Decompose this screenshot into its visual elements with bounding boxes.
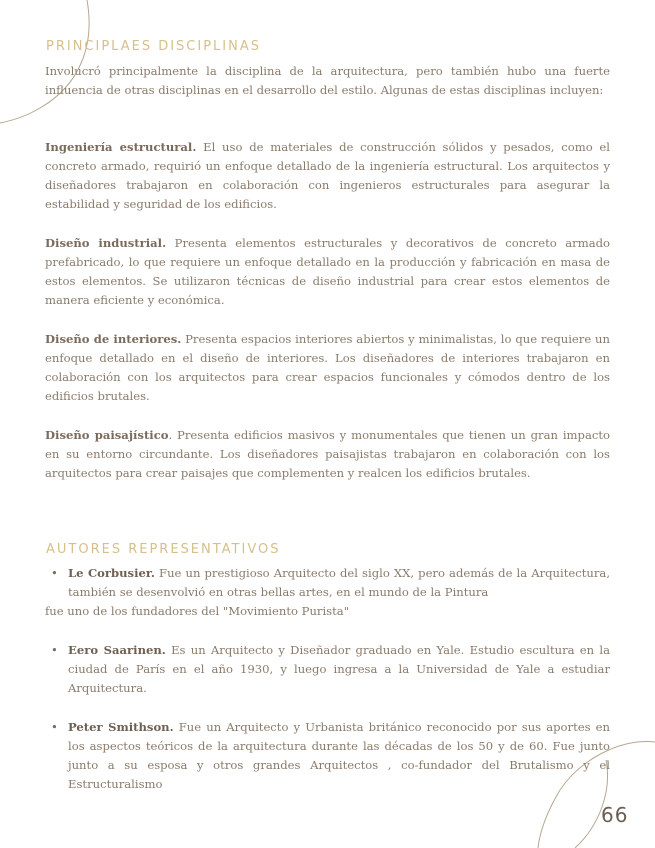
- discipline-paragraph: [45, 330, 610, 406]
- discipline-term: Diseño paisajístico: [45, 428, 169, 442]
- discipline-paragraph: [45, 426, 610, 483]
- author-text-tail: fue uno de los fundadores del "Movimiento Purista": [45, 604, 350, 618]
- author-list-item: [45, 564, 610, 621]
- intro-paragraph: Involucró principalmente la disciplina de la arquitectura, pero también hubo una fuerte influencia de otras disciplinas en el desarrollo del estilo. Algunas de estas disciplinas incluyen:: [45, 64, 610, 97]
- discipline-text: . Presenta edificios masivos y monumentales que tienen un gran impacto en su entorno circundante. Los diseñadores paisajistas trabajaron en colaboración con los arquitectos para crear paisajes que complementen y realcen los edificios brutales.: [45, 428, 610, 480]
- author-name: Peter Smithson.: [68, 720, 174, 734]
- section-heading-disciplinas: PRINCIPLAES DISCIPLINAS: [46, 39, 262, 54]
- discipline-term: Ingeniería estructural.: [45, 140, 197, 154]
- author-name: Eero Saarinen.: [68, 643, 166, 657]
- bullet-icon: •: [51, 720, 58, 734]
- discipline-text: El uso de materiales de construcción sólidos y pesados, como el concreto armado, requirió un enfoque detallado de la ingeniería estructural. Los arquitectos y diseñadores trabajaron en colaboración con ingenieros estructurales para asegurar la estabilidad y seguridad de los edificios.: [45, 140, 610, 211]
- author-text: Es un Arquitecto y Diseñador graduado en Yale. Estudio escultura en la ciudad de París en el año 1930, y luego ingresa a la Universidad de Yale a estudiar Arquitectura.: [68, 643, 610, 695]
- author-list-item: [45, 641, 610, 698]
- author-list-item: [45, 718, 610, 794]
- discipline-term: Diseño industrial.: [45, 236, 167, 250]
- discipline-paragraph: [45, 234, 610, 310]
- author-text: Fue un Arquitecto y Urbanista británico reconocido por sus aportes en los aspectos teóricos de la arquitectura durante las décadas de los 50 y de 60. Fue junto junto a su esposa y otros grandes Arquitectos , co-fundador del Brutalismo y el Estructuralismo: [68, 720, 610, 791]
- page-number: 66: [601, 803, 629, 827]
- section-heading-autores: AUTORES REPRESENTATIVOS: [46, 542, 281, 557]
- bullet-icon: •: [51, 643, 58, 657]
- bullet-icon: •: [51, 566, 58, 580]
- discipline-text: Presenta espacios interiores abiertos y minimalistas, lo que requiere un enfoque detallado en el diseño de interiores. Los diseñadores de interiores trabajaron en colaboración con los arquitectos para crear espacios funcionales y cómodos dentro de los edificios brutales.: [45, 332, 610, 403]
- discipline-term: Diseño de interiores.: [45, 332, 182, 346]
- discipline-paragraph: [45, 138, 610, 214]
- author-text: Fue un prestigioso Arquitecto del siglo XX, pero además de la Arquitectura, también se desenvolvió en otras bellas artes, en el mundo de la Pintura: [68, 566, 610, 599]
- author-name: Le Corbusier.: [68, 566, 155, 580]
- discipline-text: Presenta elementos estructurales y decorativos de concreto armado prefabricado, lo que requiere un enfoque detallado en la producción y fabricación en masa de estos elementos. Se utilizaron técnicas de diseño industrial para crear estos elementos de manera eficiente y económica.: [45, 236, 611, 307]
